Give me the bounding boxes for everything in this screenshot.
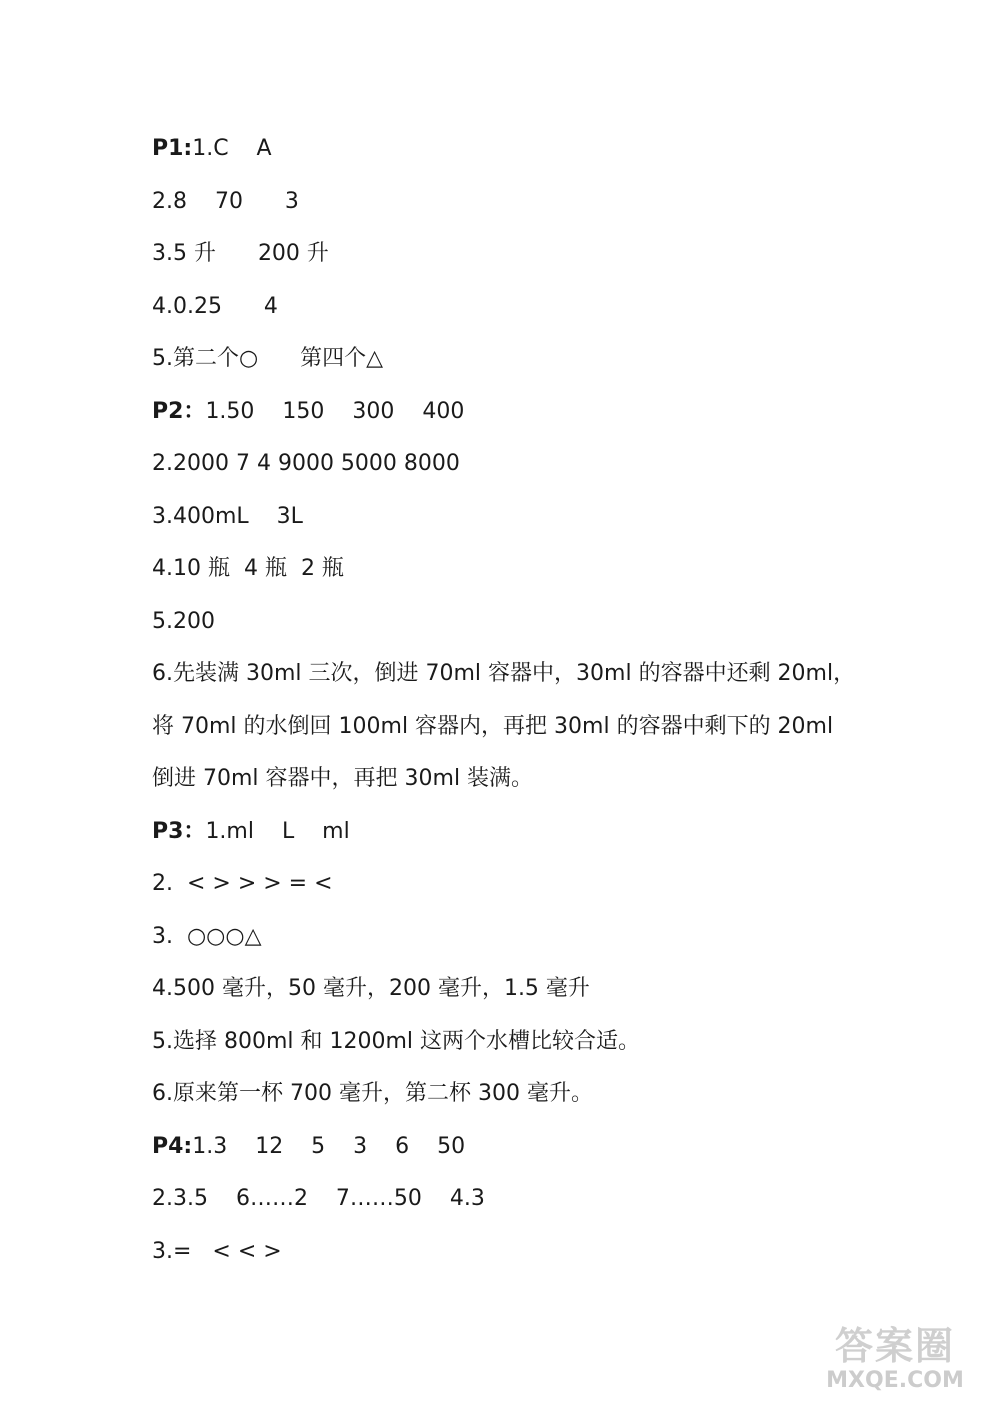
answer-line [152,1077,912,1130]
answer-line [152,132,912,185]
answer-text: 倒进 70ml 容器中，再把 30ml 装满。 [152,766,534,791]
answer-text: 3.5 升 200 升 [152,241,329,266]
answer-text: 3. ○○○△ [152,923,262,949]
answer-text: 2. < > > > = < [152,871,333,896]
answer-text: 1.3 12 5 3 6 50 [192,1133,466,1159]
answer-line [152,605,912,658]
answer-text: 2.8 70 3 [152,188,299,214]
answer-line [152,395,912,448]
answer-text: 3.= < < > [152,1238,282,1264]
answer-line [152,447,912,500]
answer-text: 4.10 瓶 4 瓶 2 瓶 [152,556,344,581]
watermark-logo-text: 答案圈 [834,1324,955,1368]
answer-text: 2.2000 7 4 9000 5000 8000 [152,451,460,476]
answer-line [152,867,912,920]
answer-line [152,237,912,290]
answer-text: 2.3.5 6……2 7……50 4.3 [152,1186,485,1211]
watermark-logo [810,1324,980,1404]
section-label: P4: [152,1133,193,1159]
answer-line [152,920,912,973]
answer-line [152,342,912,395]
answer-text: 5.第二个○ 第四个△ [152,346,384,371]
answer-line [152,972,912,1025]
answer-line [152,500,912,553]
section-label: P2： [152,398,206,424]
answer-text: 5.200 [152,608,215,634]
answer-line [152,1235,912,1288]
answer-text: 4.0.25 4 [152,293,278,319]
answer-line [152,762,912,815]
answer-text: 将 70ml 的水倒回 100ml 容器内，再把 30ml 的容器中剩下的 20ml [152,713,834,739]
answer-line [152,815,912,868]
answer-line [152,1025,912,1078]
answer-line [152,1130,912,1183]
answer-text: 5.选择 800ml 和 1200ml 这两个水槽比较合适。 [152,1028,641,1054]
answer-text: 1.50 150 300 400 [205,398,465,424]
answer-text: 6.原来第一杯 700 毫升，第二杯 300 毫升。 [152,1081,593,1106]
answer-text: 4.500 毫升，50 毫升，200 毫升，1.5 毫升 [152,976,590,1001]
answer-lines [152,132,912,1287]
answer-line [152,710,912,763]
section-label: P1: [152,136,193,161]
answer-text: 6.先装满 30ml 三次，倒进 70ml 容器中，30ml 的容器中还剩 20ml， [152,661,856,686]
watermark-site: MXQE.COM [826,1368,964,1393]
answer-text: 1.C A [192,136,272,161]
answer-line [152,185,912,238]
answer-text: 3.400mL 3L [152,503,303,529]
answer-text: 1.ml L ml [205,818,350,844]
answer-line [152,1182,912,1235]
answer-line [152,552,912,605]
answer-line [152,290,912,343]
section-label: P3： [152,818,206,844]
answer-line [152,657,912,710]
